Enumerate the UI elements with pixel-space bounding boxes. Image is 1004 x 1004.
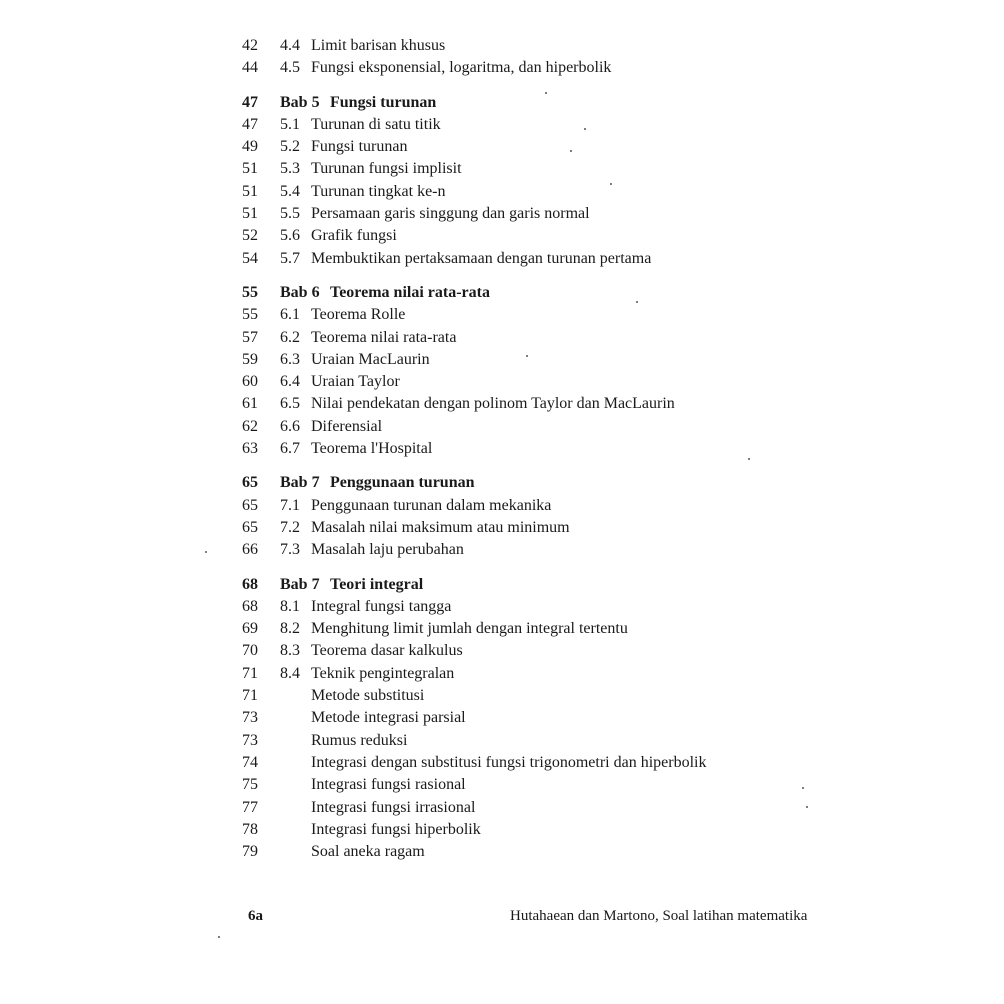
- chapter-title: Teori integral: [330, 575, 424, 593]
- entry-page-number: 57: [242, 328, 258, 346]
- entry-page-number: 59: [242, 350, 258, 368]
- entry-title: Integrasi fungsi irrasional: [311, 798, 476, 816]
- toc-entry: [0, 517, 1004, 539]
- entry-title: Fungsi turunan: [311, 138, 408, 156]
- chapter-title: Teorema nilai rata-rata: [330, 283, 490, 301]
- entry-section-number: 6.4: [280, 373, 300, 391]
- entry-page-number: 44: [242, 59, 258, 77]
- toc-entry: [0, 136, 1004, 158]
- entry-page-number: 63: [242, 440, 258, 458]
- entry-page-number: 73: [242, 709, 258, 727]
- entry-section-number: 6.1: [280, 306, 300, 324]
- entry-section-number: 5.7: [280, 249, 300, 267]
- toc-entry: [0, 495, 1004, 517]
- entry-title: Masalah laju perubahan: [311, 541, 464, 559]
- chapter-heading: [0, 92, 1004, 114]
- entry-section-number: 5.4: [280, 182, 300, 200]
- entry-title: Integrasi fungsi hiperbolik: [311, 820, 481, 838]
- entry-page-number: 65: [242, 496, 258, 514]
- entry-section-number: 6.3: [280, 350, 300, 368]
- scan-speck: [636, 301, 638, 303]
- section-gap: [0, 460, 1004, 472]
- entry-section-number: 8.1: [280, 597, 300, 615]
- entry-title: Teorema nilai rata-rata: [311, 328, 457, 346]
- entry-section-number: 5.6: [280, 227, 300, 245]
- entry-page-number: 61: [242, 395, 258, 413]
- entry-title: Penggunaan turunan dalam mekanika: [311, 496, 552, 514]
- entry-section-number: 7.3: [280, 541, 300, 559]
- toc-entry: [0, 596, 1004, 618]
- toc-entry: [0, 841, 1004, 863]
- toc-entry: [0, 225, 1004, 247]
- scan-speck: [545, 92, 547, 94]
- table-of-contents: [0, 35, 1004, 863]
- toc-entry: [0, 35, 1004, 57]
- entry-title: Rumus reduksi: [311, 731, 408, 749]
- chapter-label: Bab 7: [280, 575, 320, 593]
- entry-section-number: 8.4: [280, 664, 300, 682]
- entry-page-number: 78: [242, 820, 258, 838]
- entry-page-number: 79: [242, 843, 258, 861]
- toc-entry: [0, 114, 1004, 136]
- entry-page-number: 51: [242, 182, 258, 200]
- entry-title: Membuktikan pertaksamaan dengan turunan pertama: [311, 249, 652, 267]
- chapter-label: Bab 5: [280, 93, 320, 111]
- entry-title: Teorema dasar kalkulus: [311, 642, 463, 660]
- entry-page-number: 51: [242, 205, 258, 223]
- entry-section-number: 5.5: [280, 205, 300, 223]
- entry-page-number: 62: [242, 417, 258, 435]
- entry-page-number: 60: [242, 373, 258, 391]
- entry-section-number: 5.2: [280, 138, 300, 156]
- toc-entry: [0, 393, 1004, 415]
- chapter-label: Bab 6: [280, 283, 320, 301]
- entry-section-number: 6.6: [280, 417, 300, 435]
- entry-page-number: 70: [242, 642, 258, 660]
- entry-page-number: 68: [242, 597, 258, 615]
- chapter-page-number: 55: [242, 283, 258, 301]
- toc-entry: [0, 416, 1004, 438]
- chapter-label: Bab 7: [280, 474, 320, 492]
- entry-title: Masalah nilai maksimum atau minimum: [311, 518, 570, 536]
- entry-title: Turunan tingkat ke-n: [311, 182, 446, 200]
- entry-title: Fungsi eksponensial, logaritma, dan hiperbolik: [311, 59, 612, 77]
- toc-entry: [0, 158, 1004, 180]
- entry-page-number: 66: [242, 541, 258, 559]
- toc-entry: [0, 640, 1004, 662]
- scan-speck: [205, 551, 207, 553]
- entry-page-number: 69: [242, 620, 258, 638]
- chapter-page-number: 65: [242, 474, 258, 492]
- section-gap: [0, 270, 1004, 282]
- entry-title: Nilai pendekatan dengan polinom Taylor dan MacLaurin: [311, 395, 675, 413]
- scan-speck: [526, 355, 528, 357]
- entry-section-number: 8.3: [280, 642, 300, 660]
- toc-entry: [0, 618, 1004, 640]
- toc-entry: [0, 304, 1004, 326]
- entry-title: Diferensial: [311, 417, 383, 435]
- entry-title: Uraian MacLaurin: [311, 350, 430, 368]
- entry-page-number: 51: [242, 160, 258, 178]
- scan-speck: [610, 183, 612, 185]
- chapter-title: Fungsi turunan: [330, 93, 437, 111]
- entry-page-number: 71: [242, 687, 258, 705]
- page-folio: 6a: [248, 908, 263, 924]
- chapter-page-number: 47: [242, 93, 258, 111]
- scan-speck: [802, 787, 804, 789]
- toc-entry: [0, 752, 1004, 774]
- toc-entry: [0, 248, 1004, 270]
- entry-page-number: 47: [242, 115, 258, 133]
- toc-entry: [0, 438, 1004, 460]
- entry-title: Integrasi dengan substitusi fungsi trigonometri dan hiperbolik: [311, 753, 707, 771]
- entry-title: Metode substitusi: [311, 687, 425, 705]
- scan-speck: [748, 458, 750, 460]
- toc-entry: [0, 371, 1004, 393]
- entry-section-number: 8.2: [280, 620, 300, 638]
- entry-title: Teorema l'Hospital: [311, 440, 433, 458]
- entry-page-number: 49: [242, 138, 258, 156]
- scan-speck: [218, 936, 220, 938]
- entry-title: Integral fungsi tangga: [311, 597, 452, 615]
- entry-section-number: 5.1: [280, 115, 300, 133]
- entry-title: Soal aneka ragam: [311, 843, 425, 861]
- toc-entry: [0, 539, 1004, 561]
- scan-speck: [584, 128, 586, 130]
- chapter-title: Penggunaan turunan: [330, 474, 475, 492]
- entry-page-number: 75: [242, 776, 258, 794]
- entry-section-number: 6.7: [280, 440, 300, 458]
- book-credit: Hutahaean dan Martono, Soal latihan matematika: [510, 908, 808, 924]
- entry-page-number: 52: [242, 227, 258, 245]
- page-footer: [0, 908, 1004, 932]
- entry-page-number: 77: [242, 798, 258, 816]
- scan-speck: [570, 150, 572, 152]
- section-gap: [0, 80, 1004, 92]
- toc-entry: [0, 327, 1004, 349]
- entry-page-number: 65: [242, 518, 258, 536]
- entry-title: Grafik fungsi: [311, 227, 397, 245]
- toc-entry: [0, 730, 1004, 752]
- entry-title: Turunan di satu titik: [311, 115, 441, 133]
- entry-section-number: 6.2: [280, 328, 300, 346]
- section-gap: [0, 562, 1004, 574]
- entry-title: Persamaan garis singgung dan garis normal: [311, 205, 590, 223]
- entry-page-number: 71: [242, 664, 258, 682]
- entry-section-number: 4.5: [280, 59, 300, 77]
- entry-page-number: 54: [242, 249, 258, 267]
- entry-section-number: 5.3: [280, 160, 300, 178]
- toc-entry: [0, 819, 1004, 841]
- toc-entry: [0, 663, 1004, 685]
- toc-entry: [0, 203, 1004, 225]
- entry-page-number: 55: [242, 306, 258, 324]
- toc-entry: [0, 181, 1004, 203]
- toc-entry: [0, 707, 1004, 729]
- entry-title: Uraian Taylor: [311, 373, 400, 391]
- entry-section-number: 4.4: [280, 37, 300, 54]
- scan-speck: [806, 806, 808, 808]
- entry-title: Limit barisan khusus: [311, 37, 446, 54]
- toc-entry: [0, 349, 1004, 371]
- toc-entry: [0, 774, 1004, 796]
- entry-section-number: 7.1: [280, 496, 300, 514]
- toc-entry: [0, 685, 1004, 707]
- entry-title: Integrasi fungsi rasional: [311, 776, 466, 794]
- chapter-heading: [0, 282, 1004, 304]
- entry-page-number: 74: [242, 753, 258, 771]
- entry-section-number: 7.2: [280, 518, 300, 536]
- entry-page-number: 73: [242, 731, 258, 749]
- toc-entry: [0, 57, 1004, 79]
- entry-title: Menghitung limit jumlah dengan integral tertentu: [311, 620, 628, 638]
- chapter-heading: [0, 472, 1004, 494]
- chapter-page-number: 68: [242, 575, 258, 593]
- toc-entry: [0, 797, 1004, 819]
- chapter-heading: [0, 574, 1004, 596]
- entry-title: Teknik pengintegralan: [311, 664, 455, 682]
- entry-title: Teorema Rolle: [311, 306, 406, 324]
- entry-page-number: 42: [242, 37, 258, 54]
- entry-title: Turunan fungsi implisit: [311, 160, 462, 178]
- entry-title: Metode integrasi parsial: [311, 709, 466, 727]
- entry-section-number: 6.5: [280, 395, 300, 413]
